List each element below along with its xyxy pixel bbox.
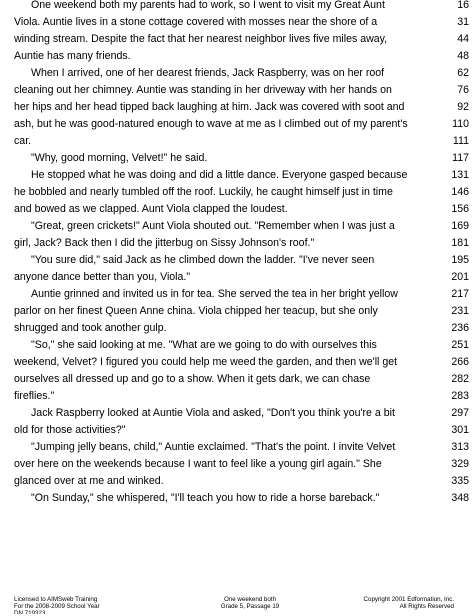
passage-line: [14, 133, 469, 150]
passage-line: [14, 99, 469, 116]
line-text: girl, Jack? Back then I did the jitterbug on Sissy Johnson's roof.": [14, 237, 315, 249]
passage-line: [14, 490, 469, 507]
line-text: car.: [14, 135, 32, 147]
line-text: "You sure did," said Jack as he climbed down the ladder. "I've never seen: [31, 254, 375, 266]
line-text: One weekend both my parents had to work, so I went to visit my Great Aunt: [31, 0, 385, 11]
passage-line: [14, 65, 469, 82]
license-school-year: For the 2008-2009 School Year: [14, 603, 100, 610]
passage-line: [14, 201, 469, 218]
cumulative-word-count: 282: [451, 373, 469, 385]
passage-line: [14, 439, 469, 456]
line-text: Auntie has many friends.: [14, 50, 131, 62]
line-text: ash, but he was good-natured enough to wave at me as I climbed out of my parent's: [14, 118, 408, 130]
passage-line: [14, 235, 469, 252]
cumulative-word-count: 329: [451, 458, 469, 470]
page-footer: [0, 596, 473, 616]
cumulative-word-count: 348: [451, 492, 469, 504]
license-holder: Licensed to AIMSweb Training: [14, 596, 98, 603]
passage-line: [14, 48, 469, 65]
cumulative-word-count: 44: [457, 33, 469, 45]
passage-line: [14, 82, 469, 99]
cumulative-word-count: 48: [457, 50, 469, 62]
line-text: ourselves all dressed up and go to a show. When it gets dark, we can chase: [14, 373, 371, 385]
passage-line: [14, 218, 469, 235]
line-text: Jack Raspberry looked at Auntie Viola and asked, "Don't you think you're a bit: [31, 407, 395, 419]
cumulative-word-count: 111: [452, 135, 469, 147]
passage-line: [14, 286, 469, 303]
cumulative-word-count: 62: [457, 67, 469, 79]
line-text: anyone dance better than you, Viola.": [14, 271, 191, 283]
line-text: "Jumping jelly beans, child," Auntie exclaimed. "That's the point. I invite Velvet: [31, 441, 396, 453]
line-text: "So," she said looking at me. "What are we going to do with ourselves this: [31, 339, 377, 351]
cumulative-word-count: 110: [452, 118, 469, 130]
line-text: he bobbled and nearly tumbled off the roof. Luckily, he caught himself just in time: [14, 186, 393, 198]
passage-line: [14, 31, 469, 48]
cumulative-word-count: 92: [457, 101, 469, 113]
passage-line: [14, 422, 469, 439]
cumulative-word-count: 297: [451, 407, 469, 419]
cumulative-word-count: 181: [451, 237, 469, 249]
line-text: "On Sunday," she whispered, "I'll teach you how to ride a horse bareback.": [31, 492, 380, 504]
line-text: Auntie grinned and invited us in for tea. She served the tea in her bright yellow: [31, 288, 398, 300]
line-text: over here on the weekends because I want to feel like a young girl again." She: [14, 458, 382, 470]
cumulative-word-count: 251: [451, 339, 469, 351]
line-text: parlor on her finest Queen Anne china. Viola chipped her teacup, but she only: [14, 305, 378, 317]
passage-grade: Grade 5, Passage 19: [220, 603, 280, 610]
passage-line: [14, 252, 469, 269]
cumulative-word-count: 156: [451, 203, 469, 215]
passage-line: [14, 320, 469, 337]
passage-line: [14, 150, 469, 167]
passage-line: [14, 269, 469, 286]
cumulative-word-count: 231: [451, 305, 469, 317]
copyright-info: [364, 596, 454, 610]
cumulative-word-count: 131: [451, 169, 469, 181]
passage-line: [14, 405, 469, 422]
passage-line: [14, 371, 469, 388]
cumulative-word-count: 301: [451, 424, 469, 436]
line-text: When I arrived, one of her dearest friends, Jack Raspberry, was on her roof: [31, 67, 385, 79]
cumulative-word-count: 283: [451, 390, 469, 402]
line-text: glanced over at me and winked.: [14, 475, 164, 487]
passage-line: [14, 473, 469, 490]
cumulative-word-count: 266: [451, 356, 469, 368]
cumulative-word-count: 146: [451, 186, 469, 198]
passage-line: [14, 0, 469, 14]
cumulative-word-count: 169: [451, 220, 469, 232]
cumulative-word-count: 217: [451, 288, 469, 300]
line-text: fireflies.": [14, 390, 55, 402]
passage-line: [14, 184, 469, 201]
line-text: old for those activities?": [14, 424, 126, 436]
cumulative-word-count: 236: [451, 322, 469, 334]
cumulative-word-count: 117: [452, 152, 469, 164]
cumulative-word-count: 201: [451, 271, 469, 283]
passage-line: [14, 116, 469, 133]
line-text: winding stream. Despite the fact that her nearest neighbor lives five miles away,: [14, 33, 388, 45]
line-text: and bowed as we clapped. Aunt Viola clapped the loudest.: [14, 203, 288, 215]
line-text: shrugged and took another gulp.: [14, 322, 167, 334]
rights-reserved: All Rights Reserved: [399, 603, 454, 610]
cumulative-word-count: 31: [457, 16, 469, 28]
passage-line: [14, 354, 469, 371]
passage-line: [14, 167, 469, 184]
passage-line: [14, 388, 469, 405]
line-text: cleaning out her chimney. Auntie was standing in her driveway with her hands on: [14, 84, 392, 96]
passage-info: [190, 596, 310, 610]
passage-line: [14, 337, 469, 354]
license-id: DN 719323: [14, 610, 46, 614]
cumulative-word-count: 76: [457, 84, 469, 96]
passage-line: [14, 14, 469, 31]
line-text: Viola. Auntie lives in a stone cottage covered with mosses near the shore of a: [14, 16, 378, 28]
passage-title: One weekend both: [224, 596, 276, 603]
copyright-notice: Copyright 2001 Edformation, Inc.: [363, 596, 454, 603]
cumulative-word-count: 313: [451, 441, 469, 453]
cumulative-word-count: 195: [451, 254, 469, 266]
cumulative-word-count: 16: [457, 0, 469, 11]
line-text: "Why, good morning, Velvet!" he said.: [31, 152, 208, 164]
line-text: He stopped what he was doing and did a little dance. Everyone gasped because: [31, 169, 408, 181]
line-text: weekend, Velvet? I figured you could help me weed the garden, and then we'll get: [14, 356, 398, 368]
passage-line: [14, 303, 469, 320]
passage-line: [14, 456, 469, 473]
line-text: "Great, green crickets!" Aunt Viola shouted out. "Remember when I was just a: [31, 220, 395, 232]
line-text: her hips and her head tipped back laughing at him. Jack was covered with soot and: [14, 101, 405, 113]
license-info: [14, 596, 100, 614]
cumulative-word-count: 335: [451, 475, 469, 487]
